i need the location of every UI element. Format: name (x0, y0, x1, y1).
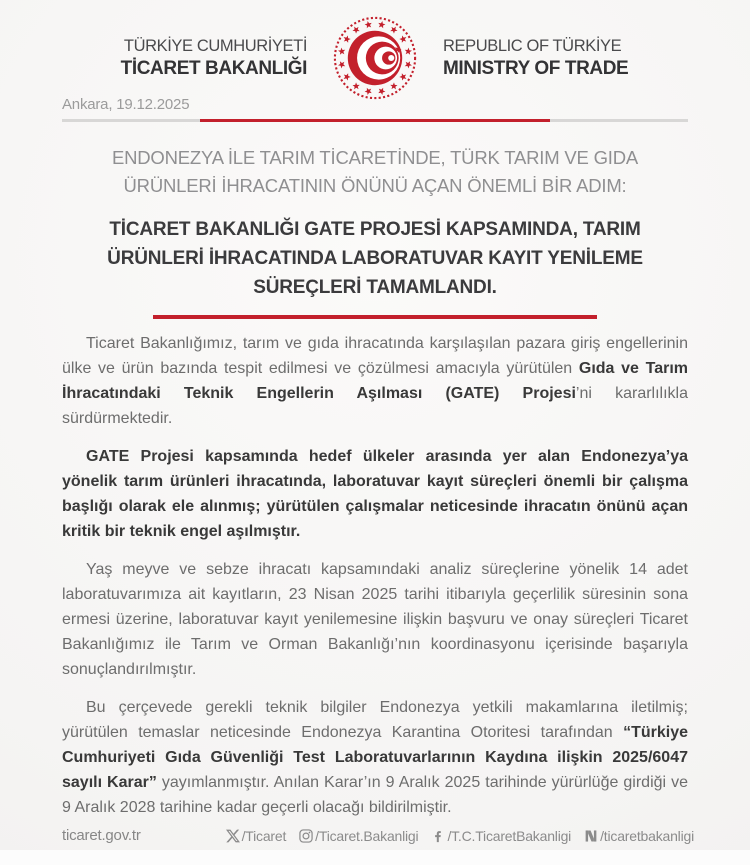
title-line-2: ÜRÜNLERİ İHRACATINDA LABORATUVAR KAYIT YENİLEME (107, 248, 643, 269)
title-line-1: TİCARET BAKANLIĞI GATE PROJESİ KAPSAMINDA, TARIM (109, 219, 641, 240)
social-handle: /T.C.TicaretBakanligi (447, 827, 572, 844)
paragraph-1-bold: Gıda ve Tarım İhracatındaki Teknik Engellerin Aşılması (GATE) Projesi (62, 360, 689, 402)
social-handle: /ticaretbakanligi (600, 827, 694, 844)
ministry-name-english (443, 37, 671, 80)
paragraph-4-text: Bu çerçevede gerekli teknik bilgiler Endonezya yetkili makamlarına iletilmiş; yürütülen temaslar neticesinde Endonezya Karantina Otoritesi tarafından (62, 699, 688, 741)
social-link-instagram[interactable] (299, 828, 418, 844)
bottom-strip (0, 850, 750, 865)
paragraph-1 (62, 331, 688, 431)
ministry-name-tr-line1: TÜRKİYE CUMHURİYETİ (123, 36, 307, 55)
paragraph-3: Yaş meyve ve sebze ihracatı kapsamındaki analiz süreçlerine yönelik 14 adet laboratuvarımıza ait kayıtların, 23 Nisan 2025 tarihi itibarıyla geçerlilik süresinin sona ermesi üzerine, laboratuvar kayıt yenilemesine ilişkin başvuru ve onay süreçleri Ticaret Bakanlığımız ile Tarım ve Orman Bakanlığı’nın koordinasyonu içerisinde başarıyla sonuçlandırılmıştır. (62, 561, 688, 678)
title-line-3: SÜREÇLERİ TAMAMLANDI. (253, 277, 497, 298)
kicker-line-2: ÜRÜNLERİ İHRACATININ ÖNÜNÜ AÇAN ÖNEMLİ BİR ADIM: (123, 175, 627, 196)
title-underline-rule (153, 315, 597, 319)
press-release-body (62, 331, 688, 820)
paragraph-4-tail: yayımlanmıştır. Anılan Karar’ın 9 Aralık 2025 tarihinde yürürlüğe girdiği ve 9 Aralık 2028 tarihine kadar geçerli olacağı bildirilmiştir. (62, 774, 689, 816)
social-handle: /Ticaret (241, 827, 287, 844)
instagram-icon (299, 829, 313, 843)
paragraph-2: GATE Projesi kapsamında hedef ülkeler arasında yer alan Endonezya’ya yönelik tarım ürünleri ihracatında, laboratuvar kayıt süreçleri önemli bir çalışma başlığı olarak ele alınmış; yürütülen çalışmalar neticesinde ihracatın önünü açan kritik bir teknik engel aşılmıştır. (62, 448, 688, 540)
dateline: Ankara, 19.12.2025 (62, 96, 190, 113)
paragraph-1-tail: ’ni kararlılıkla sürdürmektedir. (62, 385, 688, 427)
ministry-name-tr-line2: TİCARET BAKANLIĞI (120, 57, 307, 79)
kicker-line-1: ENDONEZYA İLE TARIM TİCARETİNDE, TÜRK TARIM VE GIDA (111, 147, 639, 168)
nsosyal-icon (584, 829, 598, 843)
paragraph-4 (62, 695, 688, 820)
social-link-nsosyal[interactable] (584, 828, 694, 844)
headline-kicker (0, 144, 750, 200)
header-divider (62, 119, 688, 122)
social-link-facebook[interactable] (431, 828, 571, 844)
paragraph-4-bold: “Türkiye Cumhuriyeti Gıda Güvenliği Test Laboratuvarlarının Kaydına ilişkin 2025/6047 sayılı Karar” (62, 724, 688, 791)
header (0, 0, 750, 100)
headline-title (0, 215, 750, 302)
website-link[interactable]: ticaret.gov.tr (62, 827, 141, 844)
ministry-of-trade-logo-icon (333, 16, 417, 100)
x-icon (226, 829, 240, 843)
ministry-name-turkish (79, 37, 307, 80)
ministry-name-en-line1: REPUBLIC OF TÜRKİYE (443, 36, 622, 55)
social-handle: /Ticaret.Bakanligi (315, 827, 419, 844)
social-links (226, 828, 694, 844)
paragraph-1-text: Ticaret Bakanlığımız, tarım ve gıda ihracatında karşılaşılan pazara giriş engellerinin ülke ve ürün bazında tespit edilmesi ve çözülmesi amacıyla yürütülen (62, 335, 688, 377)
social-link-x[interactable] (226, 828, 287, 844)
ministry-name-en-line2: MINISTRY OF TRADE (443, 57, 629, 79)
header-divider-red-segment (200, 119, 551, 122)
footer (62, 827, 694, 844)
facebook-icon (431, 829, 445, 843)
